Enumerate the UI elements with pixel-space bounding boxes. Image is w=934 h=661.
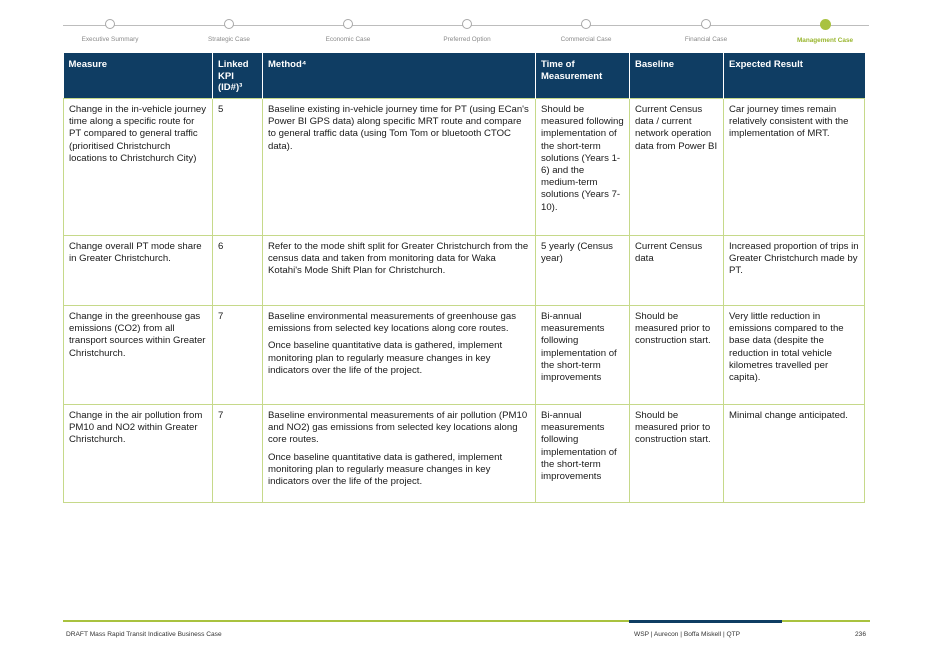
nav-step-commercial-case[interactable] (526, 18, 646, 43)
header-measure: Measure (64, 53, 213, 99)
cell-measure: Change in the air pollution from PM10 and NO2 within Greater Christchurch. (64, 405, 213, 503)
step-dot-icon (105, 19, 115, 29)
method-paragraph: Once baseline quantitative data is gathered, implement monitoring plan to regularly measure changes in key indicators over the life of the project. (268, 451, 503, 488)
step-dot-icon (224, 19, 234, 29)
table-row (64, 306, 865, 405)
footer-rule-green-right (782, 620, 870, 622)
cell-expected: Increased proportion of trips in Greater Christchurch made by PT. (724, 236, 865, 306)
cell-time: Bi-annual measurements following implementation of the short-term improvements (536, 405, 630, 503)
cell-expected: Car journey times remain relatively consistent with the implementation of MRT. (724, 99, 865, 236)
step-label: Management Case (796, 37, 854, 44)
header-kpi: Linked KPI (ID#)³ (213, 53, 263, 99)
step-label: Preferred Option (443, 36, 491, 43)
section-progress-nav (63, 18, 869, 48)
cell-kpi: 5 (213, 99, 263, 236)
cell-method (263, 236, 536, 306)
nav-step-economic-case[interactable] (288, 18, 408, 43)
table-row (64, 236, 865, 306)
nav-step-financial-case[interactable] (646, 18, 766, 43)
step-dot-icon (701, 19, 711, 29)
cell-method (263, 306, 536, 405)
cell-baseline: Should be measured prior to construction start. (630, 306, 724, 405)
footer-authors: WSP | Aurecon | Boffa Miskell | QTP (634, 631, 741, 638)
step-label: Economic Case (325, 36, 371, 43)
step-label: Financial Case (684, 36, 728, 43)
page-number: 236 (854, 631, 866, 638)
cell-measure: Change overall PT mode share in Greater Christchurch. (64, 236, 213, 306)
cell-expected: Minimal change anticipated. (724, 405, 865, 503)
footer-document-title: DRAFT Mass Rapid Transit Indicative Business Case (66, 631, 222, 638)
table-row (64, 99, 865, 236)
cell-kpi: 7 (213, 405, 263, 503)
nav-step-management-case[interactable] (765, 18, 885, 44)
header-method: Method⁴ (263, 53, 536, 99)
nav-step-preferred-option[interactable] (407, 18, 527, 43)
kpi-measures-table (63, 53, 865, 503)
cell-measure: Change in the in-vehicle journey time along a specific route for PT compared to general traffic (prioritised Christchurch locations to Christchurch City) (64, 99, 213, 236)
step-dot-icon (462, 19, 472, 29)
cell-measure: Change in the greenhouse gas emissions (CO2) from all transport sources within Greater Christchurch. (64, 306, 213, 405)
method-paragraph: Refer to the mode shift split for Greater Christchurch from the census data and taken from monitoring data for Waka Kotahi's Mode Shift Plan for Christchurch. (268, 241, 529, 277)
cell-method (263, 99, 536, 236)
cell-kpi: 6 (213, 236, 263, 306)
step-dot-icon (581, 19, 591, 29)
cell-kpi: 7 (213, 306, 263, 405)
table-header-row (64, 53, 865, 99)
header-baseline: Baseline (630, 53, 724, 99)
step-dot-active-icon (820, 19, 831, 30)
step-dot-icon (343, 19, 353, 29)
cell-baseline: Current Census data / current network operation data from Power BI (630, 99, 724, 236)
table-row (64, 405, 865, 503)
method-paragraph: Baseline environmental measurements of air pollution (PM10 and NO2) gas emissions from selected key locations along core routes. (268, 410, 528, 446)
method-paragraph: Baseline environmental measurements of greenhouse gas emissions from selected key locations along core routes. (268, 311, 516, 335)
nav-step-strategic-case[interactable] (169, 18, 289, 43)
footer-rule-green (63, 620, 629, 622)
cell-method (263, 405, 536, 503)
step-label: Strategic Case (208, 36, 250, 43)
method-paragraph: Baseline existing in-vehicle journey time for PT (using ECan's Power BI GPS data) along specific MRT route and compare to general traffic data (using Tom Tom or bluetooth CTOC data). (268, 104, 529, 152)
cell-expected: Very little reduction in emissions compared to the base data (despite the reduction in total vehicle kilometres travelled per capita). (724, 306, 865, 405)
step-label: Commercial Case (560, 36, 612, 43)
cell-time: 5 yearly (Census year) (536, 236, 630, 306)
cell-baseline: Should be measured prior to construction start. (630, 405, 724, 503)
cell-time: Should be measured following implementation of the short-term solutions (Years 1-6) and the medium-term solutions (Years 7-10). (536, 99, 630, 236)
header-expected: Expected Result (724, 53, 865, 99)
footer-rule-navy (629, 620, 782, 623)
cell-time: Bi-annual measurements following implementation of the short-term improvements (536, 306, 630, 405)
method-paragraph: Once baseline quantitative data is gathered, implement monitoring plan to regularly measure changes in key indicators over the life of the project. (268, 340, 503, 376)
cell-baseline: Current Census data (630, 236, 724, 306)
step-label: Executive Summary (81, 36, 139, 43)
nav-step-executive-summary[interactable] (50, 18, 170, 43)
header-time: Time of Measurement (536, 53, 630, 99)
